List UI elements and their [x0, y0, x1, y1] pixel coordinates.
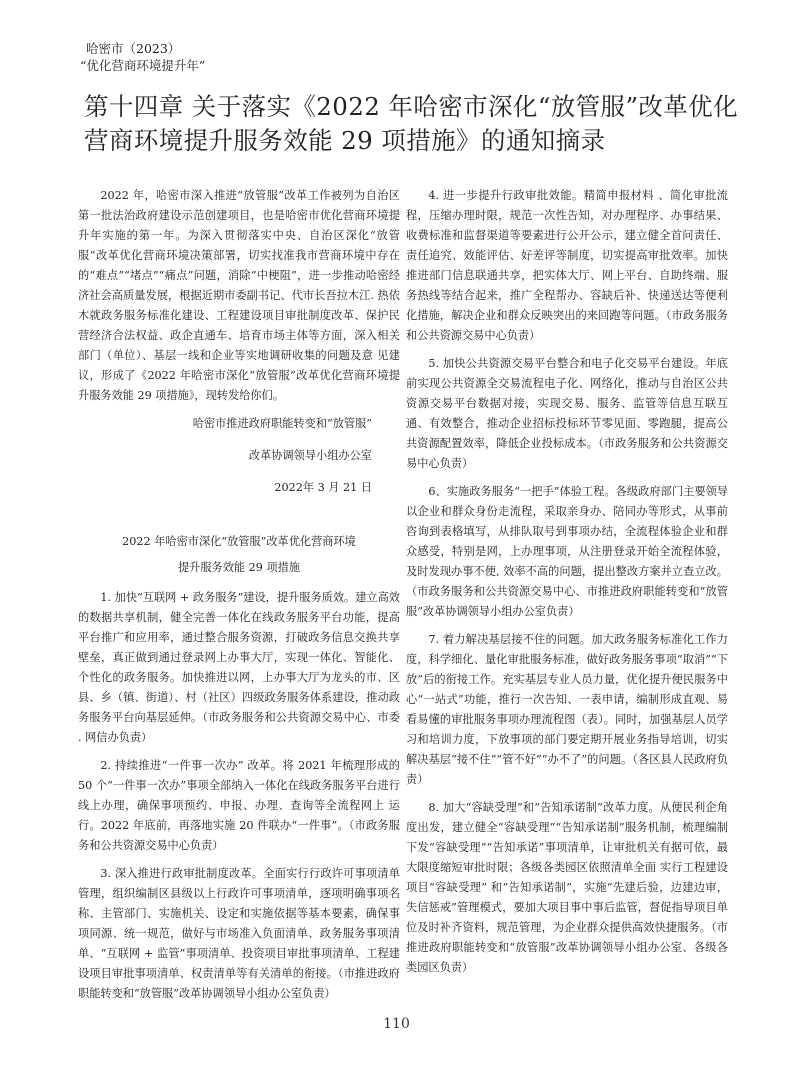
notice-signature-2: 改革协调领导小组办公室: [248, 449, 372, 462]
measure-item: 3. 深入推进行政审批制度改革。全面实行行政许可事项清单管理，组织编制区县级以上行政许可事项清单，逐项明确事项名称、主管部门、实施机关、设定和实施依据等基本要素，确保事项同源、统一规范，做好与市场准入负面清单、政务服务事项清单、“互联网 + 监管”事项清单、投资项目审批事项清单、工程建设项目审批事项清单、权责清单等有关清单的衔接。（市推进政府职能转变和“放管服”改革协调领导小组办公室负责）: [78, 867, 400, 1000]
measure-item: 7. 着力解决基层接不住的问题。加大政务服务标准化工作力度，科学细化、量化审批服务标准，做好政务服务事项“取消”“下放”后的衔接工作。充实基层专业人员力量，优化提升便民服务中心“一站式”功能，推行一次告知、一表申请，编制形成直观、易看易懂的审批服务事项办理流程图（表）。同时，加强基层人员学习和培训力度，下放事项的部门要定期开展业务指导培训，切实解决基层“接不住”“管不好”“办不了”的问题。（各区县人民政府负责）: [406, 633, 728, 786]
measure-item: 8. 加大“容缺受理”和“告知承诺制”改革力度。从便民利企角度出发，建立健全“容缺受理”“告知承诺制”服务机制，梳理编制下发“容缺受理”“告知承诺”事项清单，让审批机关有据可依，最大限度缩短审批时限；各级各类园区依照清单全面 实行工程建设项目“容缺受理” 和“告知承诺制”，实施“先建后验，边建边审，失信惩戒”管理模式，要加大项目事中事后监管，督促指导项目单位及时补齐资料，规范管理，为企业群众提供高效快捷服务。（市推进政府职能转变和“放管服”改革协调领导小组办公室、各级各类园区负责）: [406, 801, 728, 974]
page-number: 110: [383, 1016, 410, 1032]
header-line-2: “优化营商环境提升年”: [80, 58, 206, 73]
measure-item: 2. 持续推进“一件事一次办” 改革。将 2021 年梳理形成的 50 个“一件事一次办”事项全部纳入一体化在线政务服务平台进行线上办理，确保事项预约、申报、办理、查询等全流程网上 运行。2022 年底前，再落地实施 20 件联办“一件事”。（市政务服务和公共资源交易中心负责）: [78, 759, 400, 852]
doc-title-line-2: 提升服务效能 29 项措施: [177, 561, 301, 574]
measure-item: 1. 加快“互联网 + 政务服务”建设，提升服务质效。建立高效的数据共享机制，健全完善一体化在线政务服务平台功能，提高平台推广和应用率，通过整合服务资源，打破政务信息交换共享壁垒，真正做到通过登录网上办事大厅，实现一体化、智能化、个性化的政务服务。加快推进以网，上办事大厅为龙头的市、区县、乡（镇、街道）、村（社区）四级政务服务体系建设，推动政务服务平台向基层延伸。（市政务服务和公共资源交易中心、市委 . 网信办负责）: [78, 591, 400, 744]
measure-item: 5. 加快公共资源交易平台整合和电子化交易平台建设。年底前实现公共资源全交易流程电子化、网络化，推动与自治区公共资源交易平台数据对接，实现交易、服务、监管等信息互联互通、有效整合，推动企业招标投标环节零见面、零跑腿，提高公共资源配置效率，降低企业投标成本。（市政务服务和公共资源交易中心负责）: [406, 357, 728, 470]
measure-item: 6、实施政务服务“一把手”体验工程。各级政府部门主要领导以企业和群众身份走流程，采取亲身办、陪同办等形式，从事前咨询到表格填写，从排队取号到事项办结，全流程体验企业和群众感受，特别是网，上办理事项，从注册登录开始全流程体验，及时发现办事不便, 效率不高的问题，提出整改方案并立查立改。（市政务服务和公共资源交易中心、市推进政府职能转变和“放管服”改革协调领导小组办公室负责）: [406, 485, 728, 618]
chapter-title: 第十四章 关于落实《2022 年哈密市深化“放管服”改革优化营商环境提升服务效能 29 项措施》的通知摘录: [84, 92, 738, 155]
notice-intro: 2022 年，哈密市深入推进“放管服”改革工作被列为自治区第一批法治政府建设示范创建项目，也是哈密市优化营商环境提升年实施的第一年。为深入贯彻落实中央、自治区深化“放管服”改革优化营商环境决策部署，切实找准我市营商环境中存在的“难点”“堵点”“痛点”问题，消除“中梗阻”，进一步推动哈密经济社会高质量发展，根据近期市委副书记、代市长吾拉木江. 热依木就政务服务标准化建设、工程建设项目审批制度改革、保护民营经济合法权益、政企直通车、培育市场主体等方面，深入相关部门（单位）、基层一线和企业等实地调研收集的问题及意 见建议，形成了《2022 年哈密市深化“放管服”改革优化营商环境提升服务效能 29 项措施》，现转发给你们。: [78, 189, 400, 402]
notice-signature-1: 哈密市推进政府职能转变和“放管服”: [192, 417, 372, 430]
header-line-1: 哈密市（2023）: [86, 41, 181, 56]
left-column: [78, 186, 400, 1012]
doc-title-line-1: 2022 年哈密市深化“放管服”改革优化营商环境: [122, 535, 356, 548]
measure-item: 4. 进一步提升行政审批效能。精简申报材料 、简化审批流程，压缩办理时限，规范一次性告知，对办理程序、办事结果、收费标准和监督渠道等要素进行公开公示，建立健全首问责任、责任追究、效能评估、好差评等制度，切实提高审批效率。加快推进部门信息联通共享，把实体大厅、网上平台、自助终端、服务热线等结合起来，推广全程帮办、容缺后补、快递送达等便利化措施，解决企业和群众反映突出的来回跑等问题。（市政务服务和公共资源交易中心负责）: [406, 189, 728, 342]
running-header: [80, 40, 206, 74]
right-column: [406, 186, 728, 986]
notice-date: 2022年 3 月 21 日: [274, 481, 372, 494]
